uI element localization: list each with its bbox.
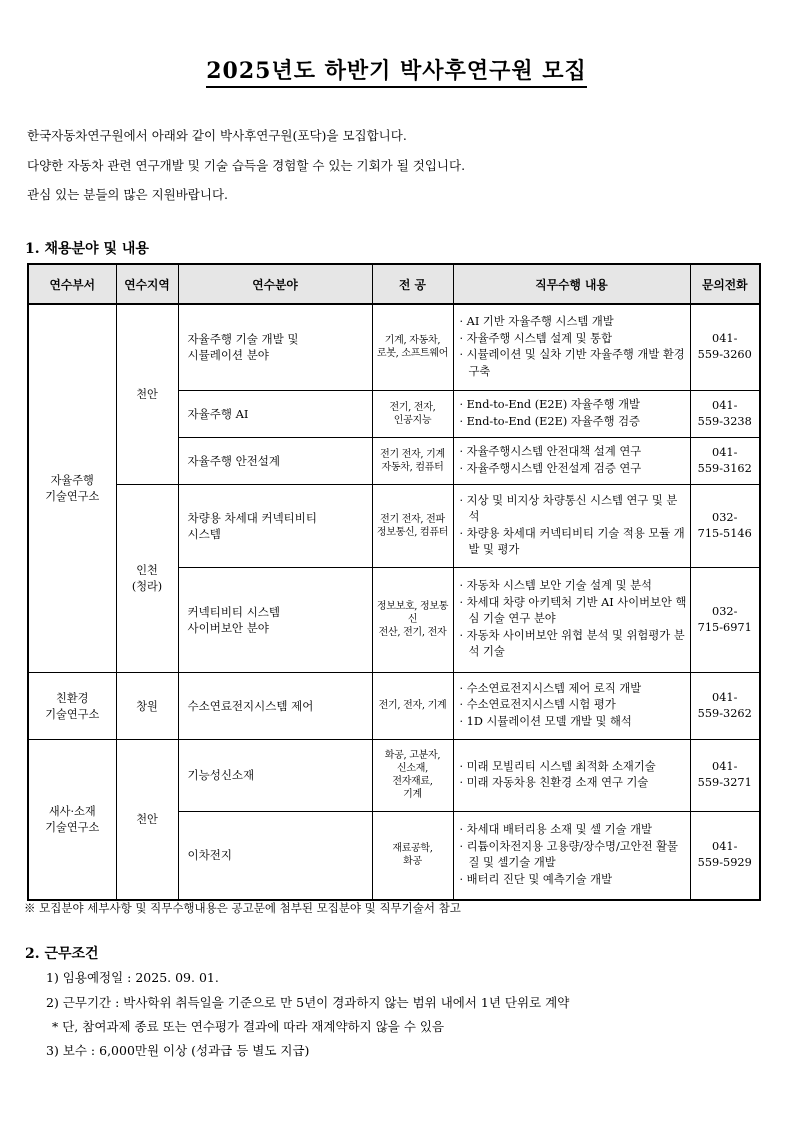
phone-cell: 032- 715-5146 <box>690 484 760 567</box>
task-item: · 자율주행시스템 안전설계 검증 연구 <box>459 461 642 475</box>
task-item: · 수소연료전지시스템 제어 로직 개발 <box>459 681 642 695</box>
major-cell: 재료공학, 화공 <box>372 811 453 900</box>
table-note: ※ 모집분야 세부사항 및 직무수행내용은 공고문에 첨부된 모집분야 및 직무기술서 참고 <box>24 901 461 915</box>
task-item: · 배터리 진단 및 예측기술 개발 <box>459 872 613 886</box>
location-cell: 창원 <box>116 672 178 739</box>
condition-item: 3) 보수 : 6,000만원 이상 (성과급 등 별도 지급) <box>46 1043 310 1058</box>
section-title: 1. 채용분야 및 내용 <box>25 241 149 257</box>
tasks-cell <box>453 672 690 739</box>
task-item: · 자동차 사이버보안 위협 분석 및 위험평가 분석 기술 <box>459 628 685 659</box>
major-cell: 정보보호, 정보통신 전산, 전기, 전자 <box>372 567 453 672</box>
field-cell: 기능성신소재 <box>178 739 372 811</box>
task-item: · 미래 자동차용 친환경 소재 연구 기술 <box>459 776 649 789</box>
condition-item: 2) 근무기간 : 박사학위 취득일을 기준으로 만 5년이 경과하지 않는 범위 내에서 1년 단위로 계약 <box>46 995 570 1010</box>
task-item: · 자율주행 시스템 설계 및 통합 <box>459 331 613 345</box>
page-title: 2025년도 하반기 박사후연구원 모집 <box>0 54 793 85</box>
header-dept: 연수부서 <box>28 264 116 304</box>
task-item: · 1D 시뮬레이션 모델 개발 및 해석 <box>459 714 632 728</box>
field-cell: 차량용 차세대 커넥티비티 시스템 <box>178 484 372 567</box>
phone-cell: 041- 559-3271 <box>690 739 760 811</box>
field-cell: 자율주행 기술 개발 및 시뮬레이션 분야 <box>178 304 372 390</box>
condition-item: 1) 임용예정일 : 2025. 09. 01. <box>46 970 219 985</box>
dept-cell: 친환경 기술연구소 <box>28 672 116 739</box>
table-header-row <box>28 264 760 304</box>
table-row <box>28 672 760 739</box>
condition-item: * 단, 참여과제 종료 또는 연수평가 결과에 따라 재계약하지 않을 수 있음 <box>52 1019 445 1034</box>
section-title: 2. 근무조건 <box>25 946 99 962</box>
tasks-cell <box>453 811 690 900</box>
major-cell: 기계, 자동차, 로봇, 소프트웨어 <box>372 304 453 390</box>
field-cell: 수소연료전지시스템 제어 <box>178 672 372 739</box>
tasks-cell <box>453 437 690 484</box>
phone-cell: 041- 559-3162 <box>690 437 760 484</box>
field-cell: 이차전지 <box>178 811 372 900</box>
task-item: · 수소연료전지시스템 시험 평가 <box>459 698 616 712</box>
task-item: · 시뮬레이션 및 실차 기반 자율주행 개발 환경 구축 <box>459 348 685 378</box>
location-cell: 천안 <box>116 304 178 484</box>
header-major: 전 공 <box>372 264 453 304</box>
header-phone: 문의전화 <box>690 264 760 304</box>
phone-cell: 041- 559-3238 <box>690 390 760 437</box>
major-cell: 전기 전자, 기계 자동차, 컴퓨터 <box>372 437 453 484</box>
phone-cell: 041- 559-3260 <box>690 304 760 390</box>
major-cell: 화공, 고분자, 신소재, 전자재료, 기계 <box>372 739 453 811</box>
dept-cell: 자율주행 기술연구소 <box>28 304 116 672</box>
location-cell: 인천 (청라) <box>116 484 178 672</box>
tasks-cell <box>453 304 690 390</box>
task-item: · 차세대 배터리용 소재 및 셀 기술 개발 <box>459 823 652 837</box>
header-location: 연수지역 <box>116 264 178 304</box>
task-item: · End-to-End (E2E) 자율주행 검증 <box>459 414 640 428</box>
task-item: · 리튬이차전지용 고용량/장수명/고안전 활물질 및 셀기술 개발 <box>459 839 678 870</box>
location-cell: 천안 <box>116 739 178 900</box>
field-cell: 커넥티비티 시스템 사이버보안 분야 <box>178 567 372 672</box>
table-row <box>28 304 760 390</box>
phone-cell: 041- 559-5929 <box>690 811 760 900</box>
header-field: 연수분야 <box>178 264 372 304</box>
task-item: · AI 기반 자율주행 시스템 개발 <box>459 315 614 329</box>
task-item: · 미래 모빌리티 시스템 최적화 소재기술 <box>459 759 656 773</box>
intro-line: 한국자동차연구원에서 아래와 같이 박사후연구원(포닥)을 모집합니다. <box>27 128 407 143</box>
tasks-cell <box>453 739 690 811</box>
recruitment-table <box>27 263 761 901</box>
intro-line: 다양한 자동차 관련 연구개발 및 기술 습득을 경험할 수 있는 기회가 될 것입니다. <box>27 158 466 173</box>
tasks-cell <box>453 390 690 437</box>
table-row <box>28 739 760 811</box>
task-item: · 자율주행시스템 안전대책 설계 연구 <box>459 445 642 458</box>
major-cell: 전기, 전자, 인공지능 <box>372 390 453 437</box>
table-row <box>28 484 760 567</box>
task-item: · 차량용 차세대 커넥티비티 기술 적용 모듈 개발 및 평가 <box>459 526 685 556</box>
field-cell: 자율주행 안전설계 <box>178 437 372 484</box>
phone-cell: 032- 715-6971 <box>690 567 760 672</box>
tasks-cell <box>453 567 690 672</box>
field-cell: 자율주행 AI <box>178 390 372 437</box>
task-item: · End-to-End (E2E) 자율주행 개발 <box>459 398 640 411</box>
task-item: · 차세대 차량 아키텍처 기반 AI 사이버보안 핵심 기술 연구 분야 <box>459 595 687 626</box>
intro-line: 관심 있는 분들의 많은 지원바랍니다. <box>27 187 228 202</box>
tasks-cell <box>453 484 690 567</box>
task-item: · 자동차 시스템 보안 기술 설계 및 분석 <box>459 579 652 593</box>
major-cell: 전기, 전자, 기계 <box>372 672 453 739</box>
phone-cell: 041- 559-3262 <box>690 672 760 739</box>
task-item: · 지상 및 비지상 차량통신 시스템 연구 및 분석 <box>459 493 678 523</box>
header-tasks: 직무수행 내용 <box>453 264 690 304</box>
dept-cell: 새사·소재 기술연구소 <box>28 739 116 900</box>
major-cell: 전기 전자, 전파 정보통신, 컴퓨터 <box>372 484 453 567</box>
